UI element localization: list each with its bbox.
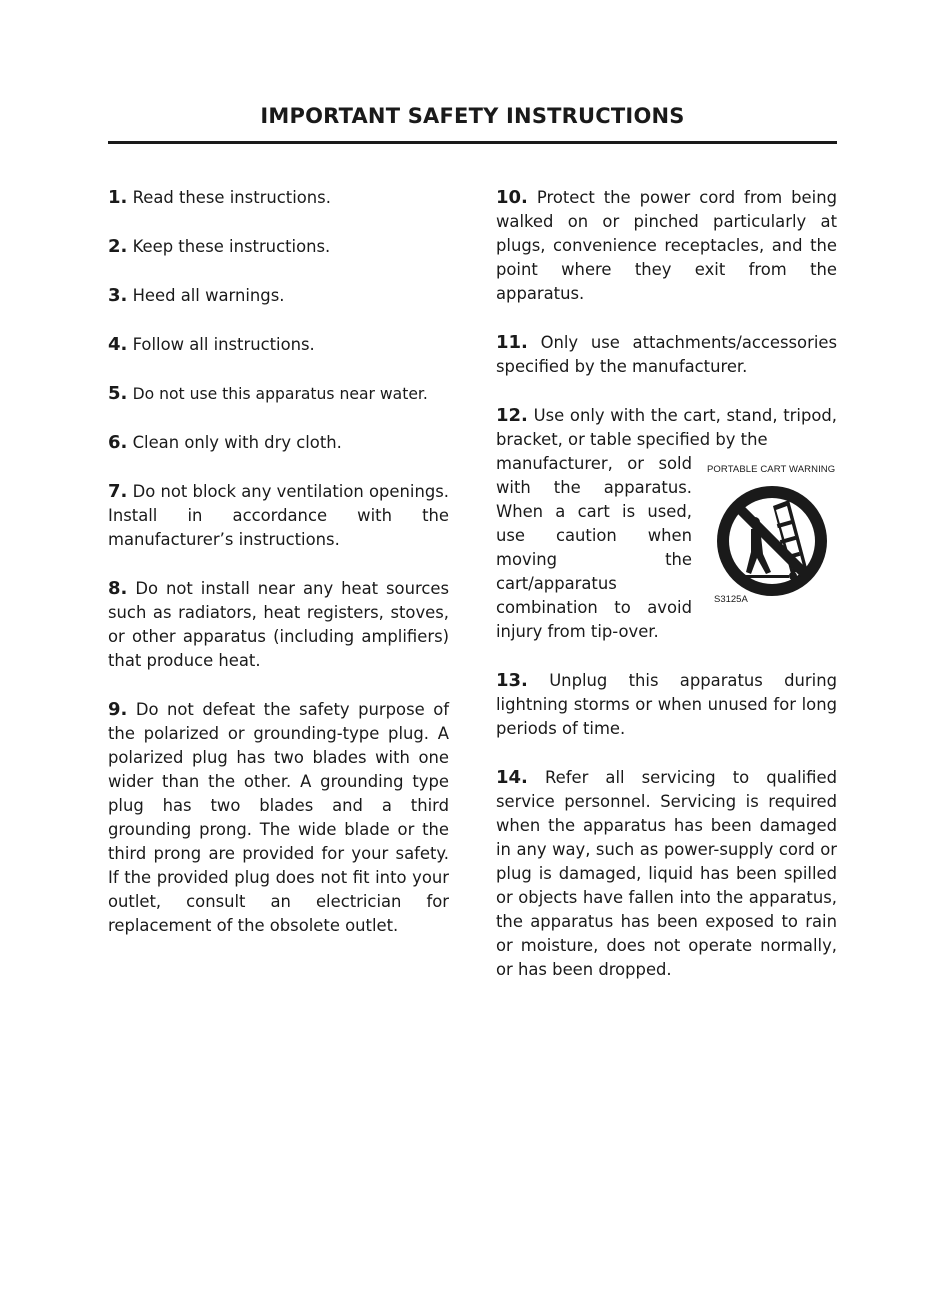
- portable-cart-warning-icon: [713, 482, 831, 600]
- item-number: 11.: [496, 332, 528, 353]
- item-text: Heed all warnings.: [132, 286, 285, 305]
- item-number: 13.: [496, 670, 528, 691]
- item-number: 12.: [496, 405, 528, 426]
- item-number: 7.: [108, 481, 128, 502]
- item-number: 2.: [108, 236, 128, 257]
- left-column: [108, 186, 449, 963]
- list-item: [108, 284, 449, 308]
- item-text: Keep these instructions.: [132, 237, 331, 256]
- list-item: [108, 577, 449, 673]
- item-text: Only use attachments/accessories specified by the manufacturer.: [496, 333, 837, 376]
- list-item: [108, 431, 449, 455]
- portable-cart-warning: [707, 464, 839, 614]
- title-divider: [108, 141, 837, 144]
- list-item: [496, 331, 837, 379]
- item-text: Follow all instructions.: [132, 335, 315, 354]
- item-text: Do not use this apparatus near water.: [132, 385, 428, 403]
- item-text: Read these instructions.: [132, 188, 331, 207]
- list-item: [496, 766, 837, 982]
- item-text: Unplug this apparatus during lightning storms or when unused for long periods of time.: [496, 671, 837, 738]
- item-text: Clean only with dry cloth.: [132, 433, 342, 452]
- cart-warning-caption: PORTABLE CART WARNING: [707, 464, 836, 475]
- item-text: Do not install near any heat sources such as radiators, heat registers, stoves, or other apparatus (including amplifiers) that produce heat.: [108, 579, 449, 670]
- list-item: [108, 235, 449, 259]
- list-item: [496, 669, 837, 741]
- item-text-side: manufacturer, or sold with the apparatus. When a cart is used, use caution when moving the cart/apparatus combination to avoid injury from tip-over.: [496, 454, 692, 641]
- page-title: IMPORTANT SAFETY INSTRUCTIONS: [260, 104, 685, 128]
- item-number: 9.: [108, 699, 128, 720]
- cart-warning-code: S3125A: [714, 594, 748, 605]
- item-number: 3.: [108, 285, 128, 306]
- item-number: 8.: [108, 578, 128, 599]
- list-item: [496, 186, 837, 306]
- list-item: [108, 382, 449, 406]
- list-item: [108, 698, 449, 938]
- item-text: Do not block any ventilation openings. Install in accordance with the manufacturer’s instructions.: [108, 482, 449, 549]
- item-text: Protect the power cord from being walked on or pinched particularly at plugs, convenience receptacles, and the point where they exit from the apparatus.: [496, 188, 837, 303]
- item-number: 10.: [496, 187, 528, 208]
- item-number: 6.: [108, 432, 128, 453]
- item-number: 4.: [108, 334, 128, 355]
- item-number: 5.: [108, 383, 128, 404]
- list-item: [108, 480, 449, 552]
- item-text: Refer all servicing to qualified service personnel. Servicing is required when the apparatus has been damaged in any way, such as power-supply cord or plug is damaged, liquid has been spilled or objects have fallen into the apparatus, the apparatus has been exposed to rain or moisture, does not operate normally, or has been dropped.: [496, 768, 837, 979]
- list-item: [108, 186, 449, 210]
- item-text: Do not defeat the safety purpose of the polarized or grounding-type plug. A polarized plug has two blades with one wider than the other. A grounding type plug has two blades and a third grounding prong. The wide blade or the third prong are provided for your safety. If the provided plug does not fit into your outlet, consult an electrician for replacement of the obsolete outlet.: [108, 700, 449, 935]
- list-item: [108, 333, 449, 357]
- item-number: 1.: [108, 187, 128, 208]
- item-text: Use only with the cart, stand, tripod, bracket, or table specified by the: [496, 406, 838, 449]
- item-number: 14.: [496, 767, 528, 788]
